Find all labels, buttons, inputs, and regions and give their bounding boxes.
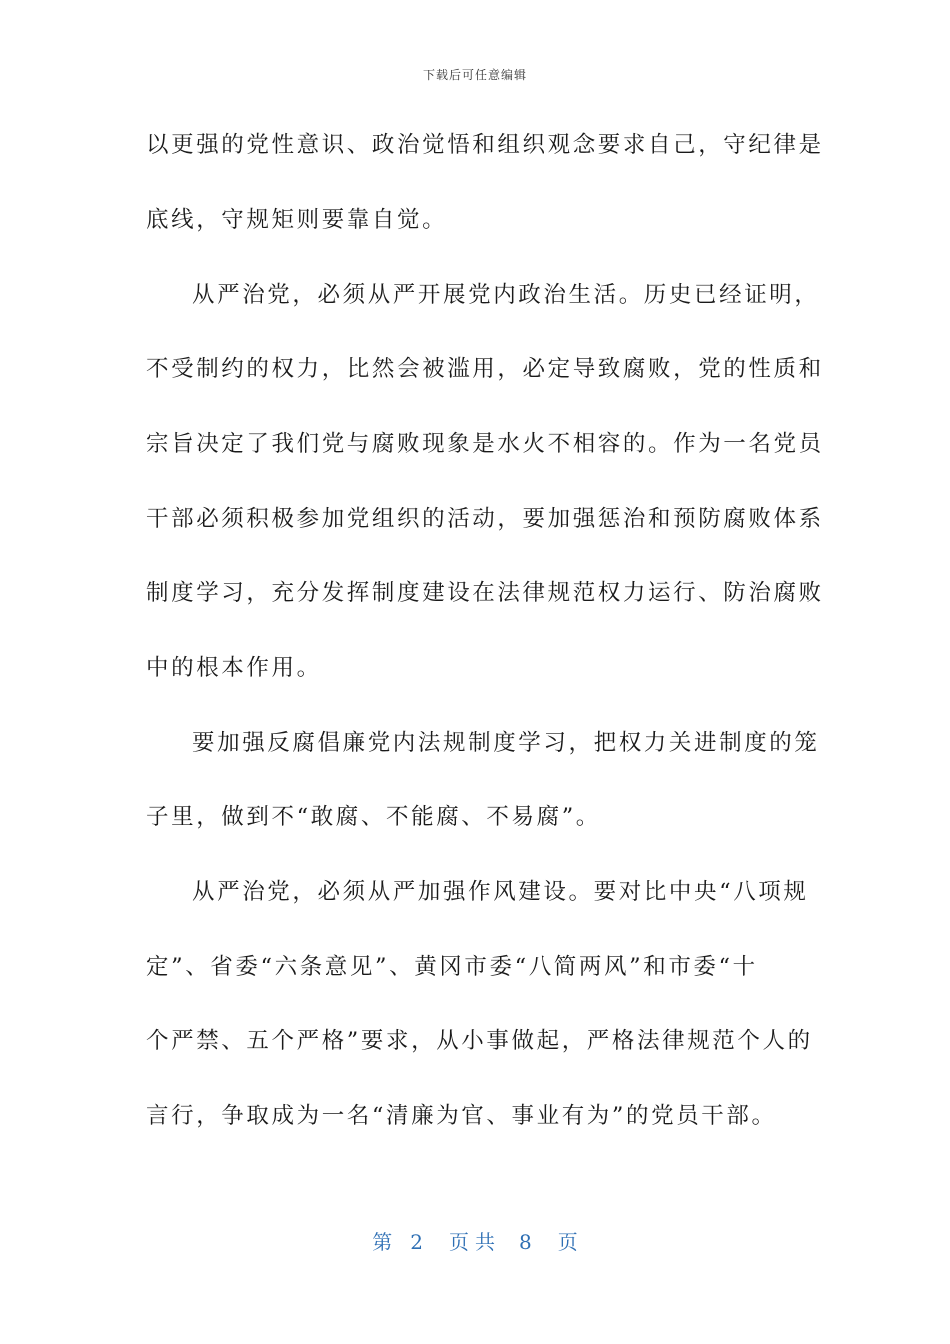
body-line: 子里，做到不“敢腐、不能腐、不易腐”。 bbox=[146, 804, 601, 830]
paragraph-first-line: 从严治党，必须从严开展党内政治生活。历史已经证明， bbox=[192, 282, 820, 308]
body-line: 言行，争取成为一名“清廉为官、事业有为”的党员干部。 bbox=[146, 1103, 777, 1129]
paragraph-first-line: 要加强反腐倡廉党内法规制度学习，把权力关进制度的笼 bbox=[192, 730, 820, 756]
footer-middle: 页共 bbox=[449, 1230, 501, 1254]
paragraph-first-line: 从严治党，必须从严加强作风建设。要对比中央“八项规 bbox=[192, 879, 809, 905]
footer-current-page: 2 bbox=[410, 1230, 423, 1254]
body-line: 宗旨决定了我们党与腐败现象是水火不相容的。作为一名党员 bbox=[146, 431, 824, 457]
body-line: 干部必须积极参加党组织的活动，要加强惩治和预防腐败体系 bbox=[146, 506, 824, 532]
page-footer bbox=[0, 1226, 950, 1255]
body-line: 以更强的党性意识、政治觉悟和组织观念要求自己，守纪律是 bbox=[146, 132, 824, 158]
body-line: 底线，守规矩则要靠自觉。 bbox=[146, 207, 448, 233]
body-line: 不受制约的权力，比然会被滥用，必定导致腐败，党的性质和 bbox=[146, 356, 824, 382]
body-line: 个严禁、五个严格”要求，从小事做起，严格法律规范个人的 bbox=[146, 1028, 813, 1054]
footer-suffix: 页 bbox=[557, 1230, 578, 1254]
body-line: 中的根本作用。 bbox=[146, 655, 322, 681]
footer-total-pages: 8 bbox=[519, 1230, 532, 1254]
body-line: 制度学习，充分发挥制度建设在法律规范权力运行、防治腐败 bbox=[146, 580, 824, 606]
body-line: 定”、省委“六条意见”、黄冈市委“八简两风”和市委“十 bbox=[146, 954, 758, 980]
page-header: 下载后可任意编辑 bbox=[422, 68, 527, 82]
footer-prefix: 第 bbox=[372, 1230, 393, 1254]
